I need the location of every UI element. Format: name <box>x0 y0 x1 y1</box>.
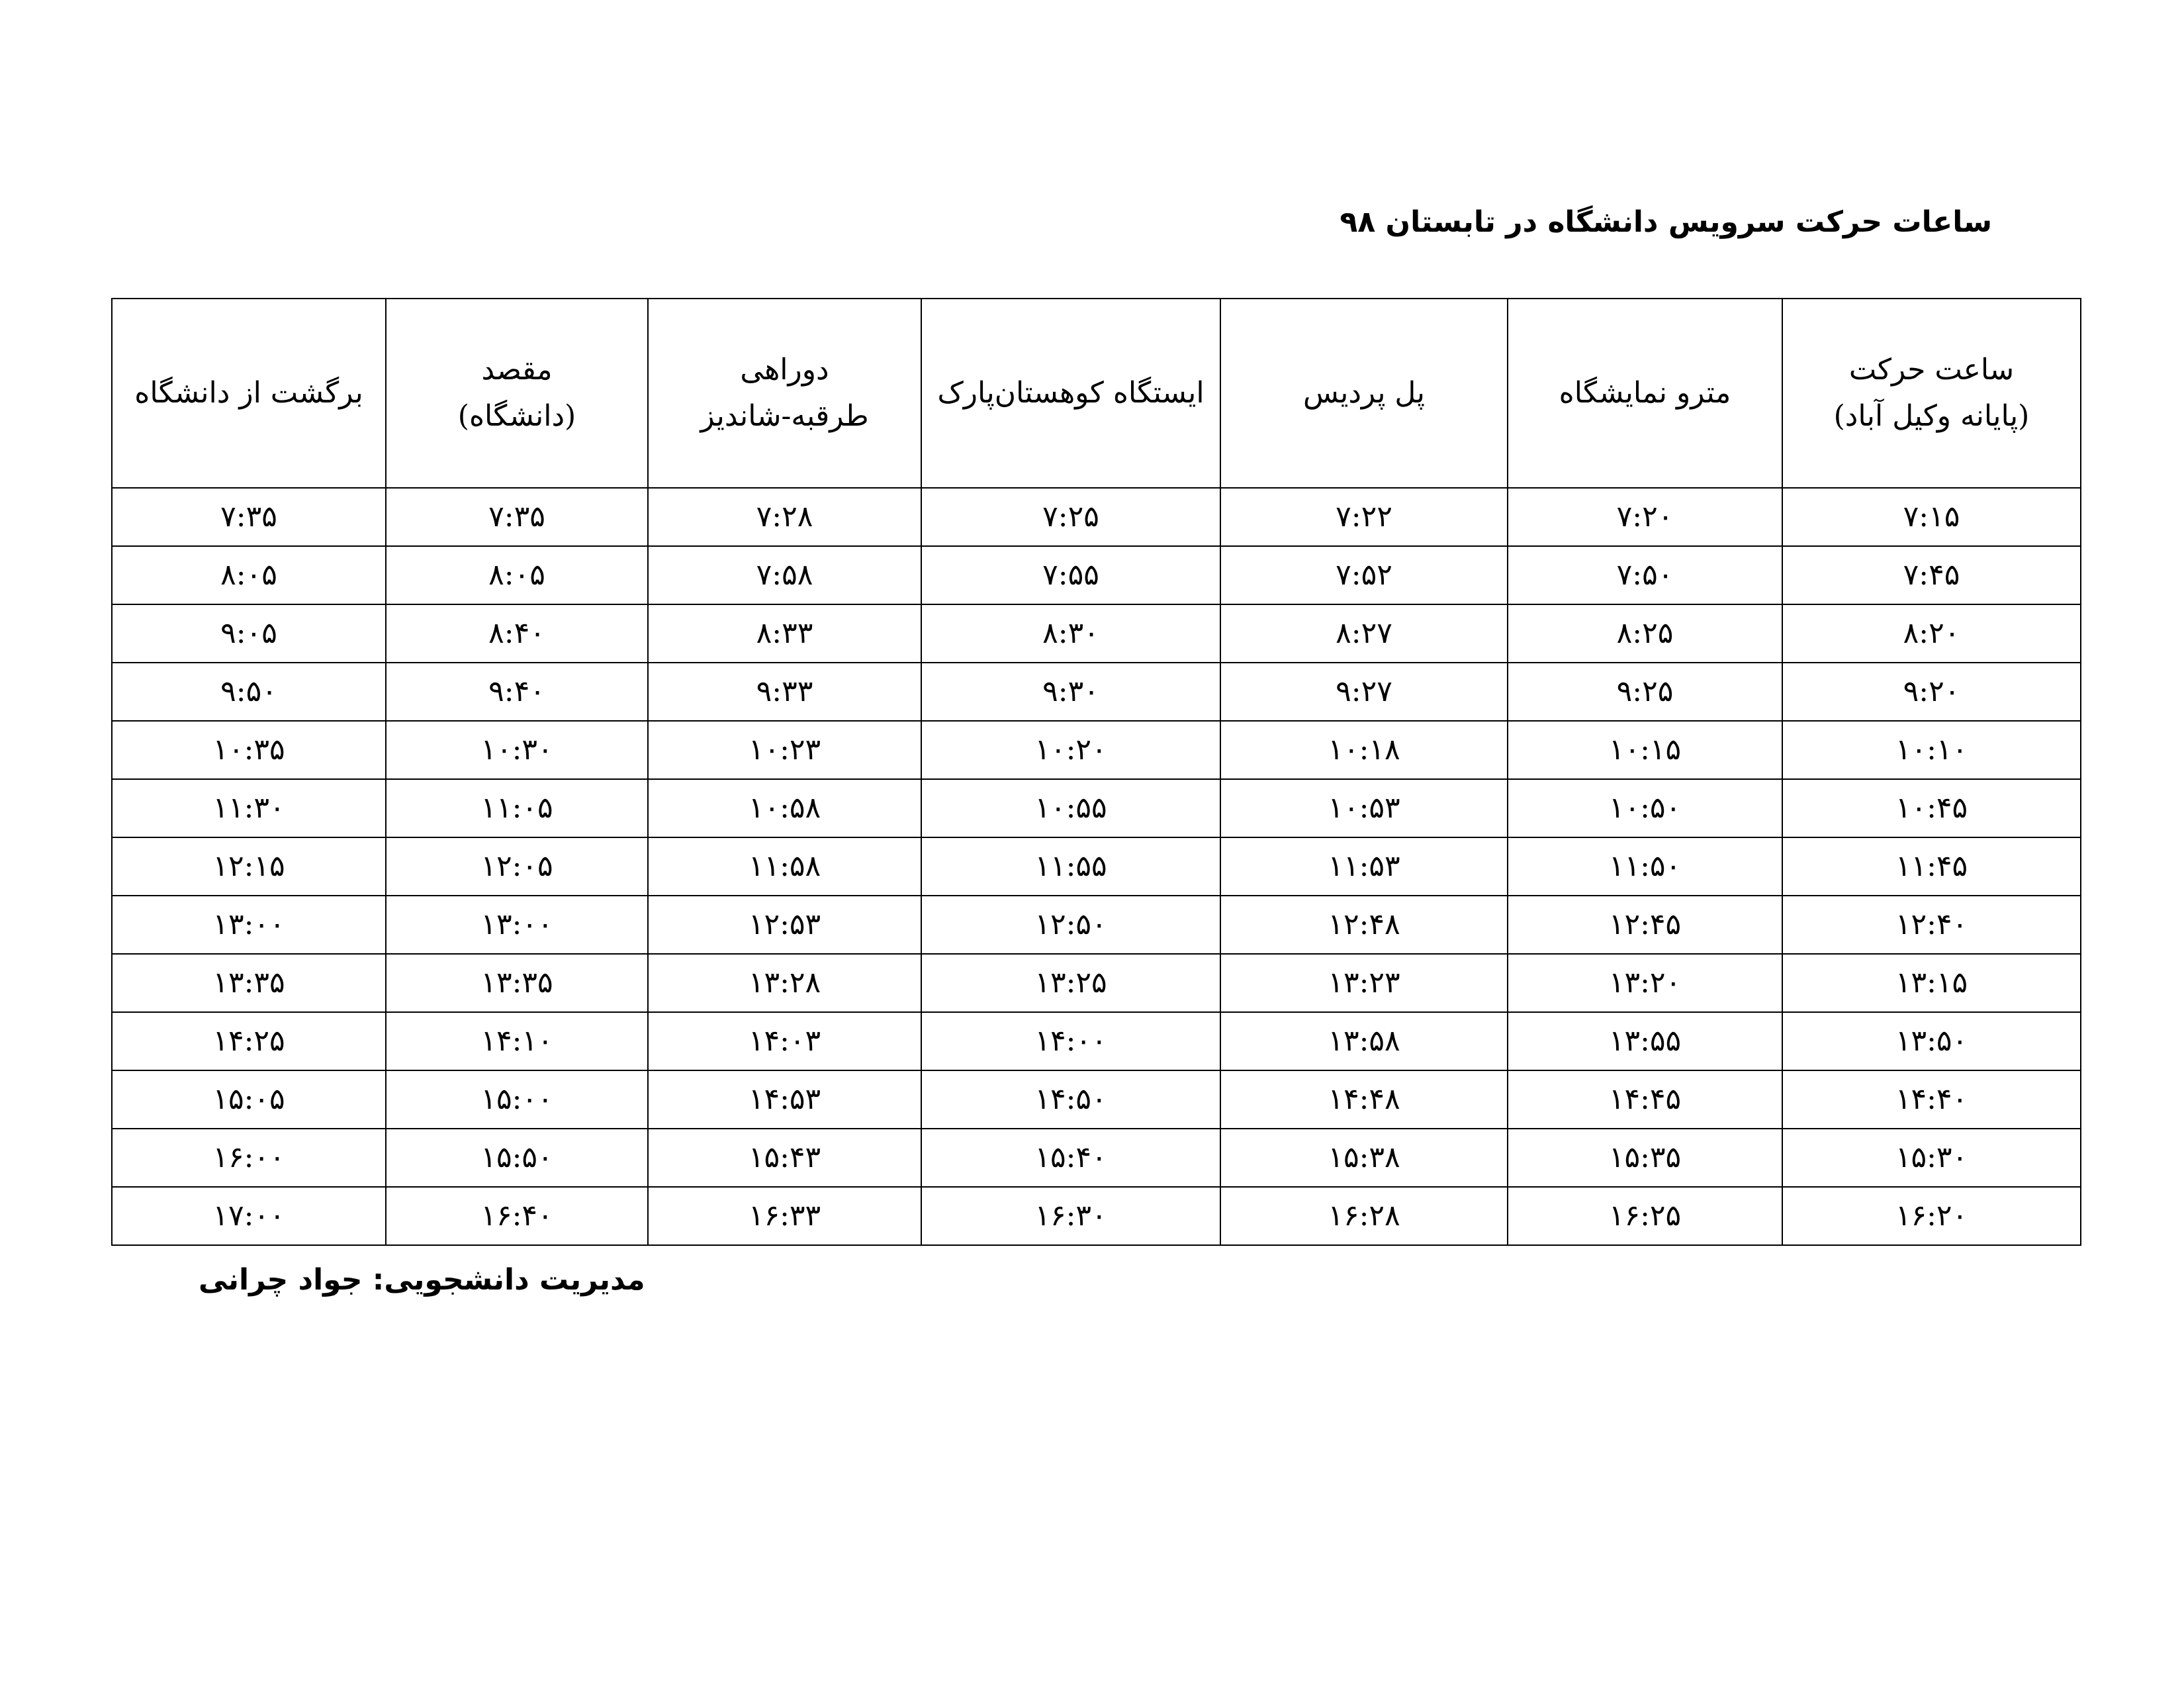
table-cell: ۱۵:۴۳ <box>648 1129 921 1187</box>
table-row <box>112 779 2081 837</box>
table-cell: ۸:۴۰ <box>386 604 648 663</box>
table-cell: ۱۲:۴۸ <box>1220 896 1508 954</box>
table-cell: ۱۰:۵۰ <box>1508 779 1782 837</box>
table-cell: ۹:۲۰ <box>1782 663 2081 721</box>
table-cell: ۱۳:۱۵ <box>1782 954 2081 1012</box>
table-cell: ۱۵:۳۵ <box>1508 1129 1782 1187</box>
table-cell: ۱۱:۴۵ <box>1782 837 2081 896</box>
table-cell: ۱۲:۴۵ <box>1508 896 1782 954</box>
table-cell: ۸:۲۰ <box>1782 604 2081 663</box>
table-cell: ۱۴:۰۰ <box>921 1012 1220 1070</box>
header-return: برگشت از دانشگاه <box>112 299 386 488</box>
document-title: ساعات حرکت سرویس دانشگاه در تابستان ۹۸ <box>1340 205 1992 239</box>
table-cell: ۸:۳۳ <box>648 604 921 663</box>
table-cell: ۱۰:۵۳ <box>1220 779 1508 837</box>
table-cell: ۸:۰۵ <box>112 546 386 604</box>
table-cell: ۱۴:۴۸ <box>1220 1070 1508 1129</box>
table-cell: ۱۱:۵۵ <box>921 837 1220 896</box>
table-row <box>112 663 2081 721</box>
table-cell: ۸:۳۰ <box>921 604 1220 663</box>
table-cell: ۱۳:۵۸ <box>1220 1012 1508 1070</box>
table-cell: ۱۶:۰۰ <box>112 1129 386 1187</box>
table-cell: ۸:۲۵ <box>1508 604 1782 663</box>
table-cell: ۱۲:۵۳ <box>648 896 921 954</box>
table-cell: ۱۱:۵۸ <box>648 837 921 896</box>
table-cell: ۱۰:۵۸ <box>648 779 921 837</box>
table-cell: ۷:۵۵ <box>921 546 1220 604</box>
table-cell: ۷:۵۲ <box>1220 546 1508 604</box>
table-cell: ۱۳:۰۰ <box>386 896 648 954</box>
table-cell: ۹:۵۰ <box>112 663 386 721</box>
table-cell: ۱۰:۱۵ <box>1508 721 1782 779</box>
table-cell: ۱۶:۴۰ <box>386 1187 648 1245</box>
table-cell: ۱۴:۲۵ <box>112 1012 386 1070</box>
table-cell: ۷:۲۲ <box>1220 488 1508 546</box>
table-cell: ۱۳:۵۰ <box>1782 1012 2081 1070</box>
table-cell: ۱۴:۰۳ <box>648 1012 921 1070</box>
table-cell: ۱۳:۳۵ <box>386 954 648 1012</box>
table-cell: ۷:۱۵ <box>1782 488 2081 546</box>
table-cell: ۷:۲۰ <box>1508 488 1782 546</box>
table-cell: ۷:۲۸ <box>648 488 921 546</box>
header-departure-time: ساعت حرکت (پایانه وکیل آباد) <box>1782 299 2081 488</box>
table-cell: ۱۳:۵۵ <box>1508 1012 1782 1070</box>
table-cell: ۱۴:۵۳ <box>648 1070 921 1129</box>
table-cell: ۱۱:۰۵ <box>386 779 648 837</box>
table-cell: ۱۴:۴۵ <box>1508 1070 1782 1129</box>
table-cell: ۸:۰۵ <box>386 546 648 604</box>
table-cell: ۱۰:۲۰ <box>921 721 1220 779</box>
table-row <box>112 546 2081 604</box>
table-row <box>112 954 2081 1012</box>
table-cell: ۱۲:۵۰ <box>921 896 1220 954</box>
table-cell: ۱۶:۲۰ <box>1782 1187 2081 1245</box>
table-row <box>112 1187 2081 1245</box>
table-cell: ۷:۳۵ <box>386 488 648 546</box>
table-cell: ۱۷:۰۰ <box>112 1187 386 1245</box>
table-cell: ۱۳:۳۵ <box>112 954 386 1012</box>
table-cell: ۱۵:۵۰ <box>386 1129 648 1187</box>
table-cell: ۱۰:۳۵ <box>112 721 386 779</box>
table-row <box>112 488 2081 546</box>
table-cell: ۱۲:۱۵ <box>112 837 386 896</box>
table-cell: ۷:۲۵ <box>921 488 1220 546</box>
table-cell: ۱۰:۳۰ <box>386 721 648 779</box>
table-cell: ۹:۲۵ <box>1508 663 1782 721</box>
header-torghabeh-junction: دوراهی طرقبه-شاندیز <box>648 299 921 488</box>
table-cell: ۱۱:۵۳ <box>1220 837 1508 896</box>
schedule-body <box>112 488 2081 1245</box>
table-cell: ۱۳:۲۳ <box>1220 954 1508 1012</box>
table-cell: ۱۴:۴۰ <box>1782 1070 2081 1129</box>
table-cell: ۱۵:۳۸ <box>1220 1129 1508 1187</box>
table-row <box>112 837 2081 896</box>
table-row <box>112 896 2081 954</box>
table-cell: ۹:۲۷ <box>1220 663 1508 721</box>
table-cell: ۷:۵۰ <box>1508 546 1782 604</box>
table-cell: ۱۶:۲۸ <box>1220 1187 1508 1245</box>
table-row <box>112 1129 2081 1187</box>
footer-signature: مدیریت دانشجویی: جواد چرانی <box>199 1263 645 1297</box>
table-cell: ۱۴:۵۰ <box>921 1070 1220 1129</box>
table-cell: ۱۰:۲۳ <box>648 721 921 779</box>
table-row <box>112 1070 2081 1129</box>
table-cell: ۱۶:۲۵ <box>1508 1187 1782 1245</box>
table-cell: ۹:۰۵ <box>112 604 386 663</box>
table-cell: ۱۱:۳۰ <box>112 779 386 837</box>
table-row <box>112 721 2081 779</box>
table-cell: ۹:۳۳ <box>648 663 921 721</box>
header-kohestan-park: ایستگاه کوهستان‌پارک <box>921 299 1220 488</box>
table-cell: ۱۵:۰۰ <box>386 1070 648 1129</box>
table-cell: ۱۳:۲۵ <box>921 954 1220 1012</box>
table-cell: ۹:۴۰ <box>386 663 648 721</box>
table-cell: ۱۲:۰۵ <box>386 837 648 896</box>
header-pardis-bridge: پل پردیس <box>1220 299 1508 488</box>
table-cell: ۱۴:۱۰ <box>386 1012 648 1070</box>
table-cell: ۱۵:۴۰ <box>921 1129 1220 1187</box>
table-cell: ۱۵:۰۵ <box>112 1070 386 1129</box>
schedule-table <box>111 298 2081 1246</box>
table-cell: ۱۰:۵۵ <box>921 779 1220 837</box>
header-row <box>112 299 2081 488</box>
table-row <box>112 1012 2081 1070</box>
table-cell: ۱۰:۱۸ <box>1220 721 1508 779</box>
header-destination: مقصد (دانشگاه) <box>386 299 648 488</box>
table-cell: ۷:۵۸ <box>648 546 921 604</box>
table-cell: ۱۲:۴۰ <box>1782 896 2081 954</box>
table-cell: ۱۶:۳۳ <box>648 1187 921 1245</box>
table-cell: ۱۳:۲۰ <box>1508 954 1782 1012</box>
table-cell: ۱۵:۳۰ <box>1782 1129 2081 1187</box>
table-row <box>112 604 2081 663</box>
table-cell: ۱۱:۵۰ <box>1508 837 1782 896</box>
table-cell: ۹:۳۰ <box>921 663 1220 721</box>
table-cell: ۱۳:۲۸ <box>648 954 921 1012</box>
table-cell: ۱۰:۱۰ <box>1782 721 2081 779</box>
table-cell: ۸:۲۷ <box>1220 604 1508 663</box>
table-cell: ۷:۴۵ <box>1782 546 2081 604</box>
header-metro-station: مترو نمایشگاه <box>1508 299 1782 488</box>
table-cell: ۱۰:۴۵ <box>1782 779 2081 837</box>
table-cell: ۱۳:۰۰ <box>112 896 386 954</box>
table-cell: ۷:۳۵ <box>112 488 386 546</box>
table-cell: ۱۶:۳۰ <box>921 1187 1220 1245</box>
